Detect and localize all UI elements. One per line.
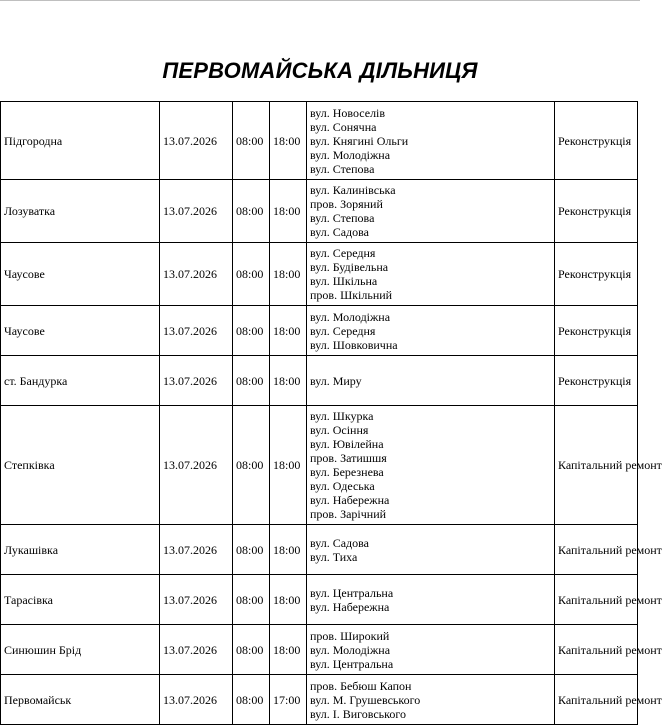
street-name: вул. Молодіжна bbox=[310, 147, 391, 162]
street-name: вул. Центральна bbox=[310, 585, 394, 600]
top-rule bbox=[0, 0, 640, 1]
street-name: вул. Калинівська bbox=[310, 183, 396, 197]
street-name: вул. Сонячна bbox=[310, 119, 377, 134]
date-cell: 13.07.2026 bbox=[160, 102, 233, 180]
street-name: вул. Ювілейна bbox=[310, 437, 384, 451]
street-name: пров. Затишшя bbox=[310, 451, 387, 465]
street-name: вул. Березнева bbox=[310, 465, 384, 479]
work-type-cell: Капітальний ремонт bbox=[555, 625, 638, 675]
table-row bbox=[1, 406, 638, 525]
streets-cell bbox=[307, 625, 555, 675]
work-type-cell: Капітальний ремонт bbox=[555, 525, 638, 575]
street-name: вул. Садова bbox=[310, 225, 369, 239]
streets-cell bbox=[307, 306, 555, 356]
location-cell: Степківка bbox=[1, 406, 160, 525]
street-name: пров. Зоряний bbox=[310, 197, 383, 211]
street-name: вул. Будівельна bbox=[310, 260, 389, 274]
street-name: вул. Молодіжна bbox=[310, 309, 391, 324]
end-time-cell: 18:00 bbox=[270, 180, 307, 243]
start-time-cell: 08:00 bbox=[233, 306, 270, 356]
streets-cell bbox=[307, 356, 555, 406]
page-title: ПЕРВОМАЙСЬКА ДІЛЬНИЦЯ bbox=[162, 58, 478, 83]
street-name: вул. І. Виговського bbox=[310, 706, 406, 721]
streets-cell bbox=[307, 406, 555, 525]
street-name: вул. Новоселів bbox=[310, 105, 386, 120]
work-type-cell: Реконструкція bbox=[555, 306, 638, 356]
street-name: вул. Шовковична bbox=[310, 337, 398, 352]
streets-cell bbox=[307, 180, 555, 243]
date-cell: 13.07.2026 bbox=[160, 180, 233, 243]
table-row bbox=[1, 525, 638, 575]
location-cell: Лукашівка bbox=[1, 525, 160, 575]
table-row bbox=[1, 180, 638, 243]
street-name: пров. Шкільний bbox=[310, 288, 393, 302]
street-name: вул. Степова bbox=[310, 161, 375, 176]
location-cell: Лозуватка bbox=[1, 180, 160, 243]
street-name: вул. Садова bbox=[310, 535, 369, 550]
streets-cell bbox=[307, 102, 555, 180]
streets-cell bbox=[307, 525, 555, 575]
streets-cell bbox=[307, 675, 555, 725]
end-time-cell: 18:00 bbox=[270, 102, 307, 180]
start-time-cell: 08:00 bbox=[233, 356, 270, 406]
work-type-cell: Реконструкція bbox=[555, 243, 638, 306]
street-name: вул. Центральна bbox=[310, 656, 394, 671]
location-cell: Чаусове bbox=[1, 306, 160, 356]
location-cell: Синюшин Брід bbox=[1, 625, 160, 675]
date-cell: 13.07.2026 bbox=[160, 243, 233, 306]
street-name: вул. Молодіжна bbox=[310, 642, 391, 657]
streets-cell bbox=[307, 575, 555, 625]
street-name: вул. Миру bbox=[310, 373, 362, 388]
table-row bbox=[1, 625, 638, 675]
location-cell: Підгородна bbox=[1, 102, 160, 180]
street-name: вул. Осіння bbox=[310, 423, 369, 437]
end-time-cell: 18:00 bbox=[270, 306, 307, 356]
table-row bbox=[1, 356, 638, 406]
date-cell: 13.07.2026 bbox=[160, 625, 233, 675]
start-time-cell: 08:00 bbox=[233, 525, 270, 575]
work-type-cell: Капітальний ремонт bbox=[555, 575, 638, 625]
date-cell: 13.07.2026 bbox=[160, 575, 233, 625]
end-time-cell: 18:00 bbox=[270, 406, 307, 525]
work-type-cell: Реконструкція bbox=[555, 356, 638, 406]
date-cell: 13.07.2026 bbox=[160, 356, 233, 406]
work-type-cell: Реконструкція bbox=[555, 180, 638, 243]
start-time-cell: 08:00 bbox=[233, 625, 270, 675]
table-row bbox=[1, 306, 638, 356]
table-row bbox=[1, 575, 638, 625]
table-row bbox=[1, 102, 638, 180]
table-row bbox=[1, 243, 638, 306]
street-name: вул. М. Грушевського bbox=[310, 692, 421, 707]
start-time-cell: 08:00 bbox=[233, 575, 270, 625]
location-cell: Первомайськ bbox=[1, 675, 160, 725]
street-name: пров. Широкий bbox=[310, 628, 390, 643]
end-time-cell: 18:00 bbox=[270, 625, 307, 675]
street-name: вул. Набережна bbox=[310, 599, 390, 614]
streets-cell bbox=[307, 243, 555, 306]
location-cell: Тарасівка bbox=[1, 575, 160, 625]
street-name: пров. Бебюш Капон bbox=[310, 678, 412, 693]
date-cell: 13.07.2026 bbox=[160, 675, 233, 725]
work-type-cell: Капітальний ремонт bbox=[555, 675, 638, 725]
start-time-cell: 08:00 bbox=[233, 180, 270, 243]
street-name: вул. Шкурка bbox=[310, 409, 374, 423]
street-name: вул. Середня bbox=[310, 323, 376, 338]
schedule-table bbox=[0, 101, 662, 725]
location-cell: ст. Бандурка bbox=[1, 356, 160, 406]
street-name: вул. Княгині Ольги bbox=[310, 133, 409, 148]
work-type-cell: Капітальний ремонт bbox=[555, 406, 638, 525]
table-row bbox=[1, 675, 638, 725]
street-name: вул. Тиха bbox=[310, 549, 358, 564]
date-cell: 13.07.2026 bbox=[160, 406, 233, 525]
start-time-cell: 08:00 bbox=[233, 102, 270, 180]
street-name: вул. Набережна bbox=[310, 493, 390, 507]
start-time-cell: 08:00 bbox=[233, 406, 270, 525]
end-time-cell: 18:00 bbox=[270, 525, 307, 575]
street-name: вул. Шкільна bbox=[310, 274, 378, 288]
start-time-cell: 08:00 bbox=[233, 243, 270, 306]
end-time-cell: 18:00 bbox=[270, 575, 307, 625]
street-name: вул. Степова bbox=[310, 211, 375, 225]
location-cell: Чаусове bbox=[1, 243, 160, 306]
date-cell: 13.07.2026 bbox=[160, 525, 233, 575]
end-time-cell: 18:00 bbox=[270, 243, 307, 306]
street-name: вул. Одеська bbox=[310, 479, 375, 493]
date-cell: 13.07.2026 bbox=[160, 306, 233, 356]
street-name: вул. Середня bbox=[310, 246, 376, 260]
schedule-body bbox=[1, 102, 662, 725]
start-time-cell: 08:00 bbox=[233, 675, 270, 725]
end-time-cell: 17:00 bbox=[270, 675, 307, 725]
work-type-cell: Реконструкція bbox=[555, 102, 638, 180]
street-name: пров. Зарічний bbox=[310, 507, 387, 521]
end-time-cell: 18:00 bbox=[270, 356, 307, 406]
